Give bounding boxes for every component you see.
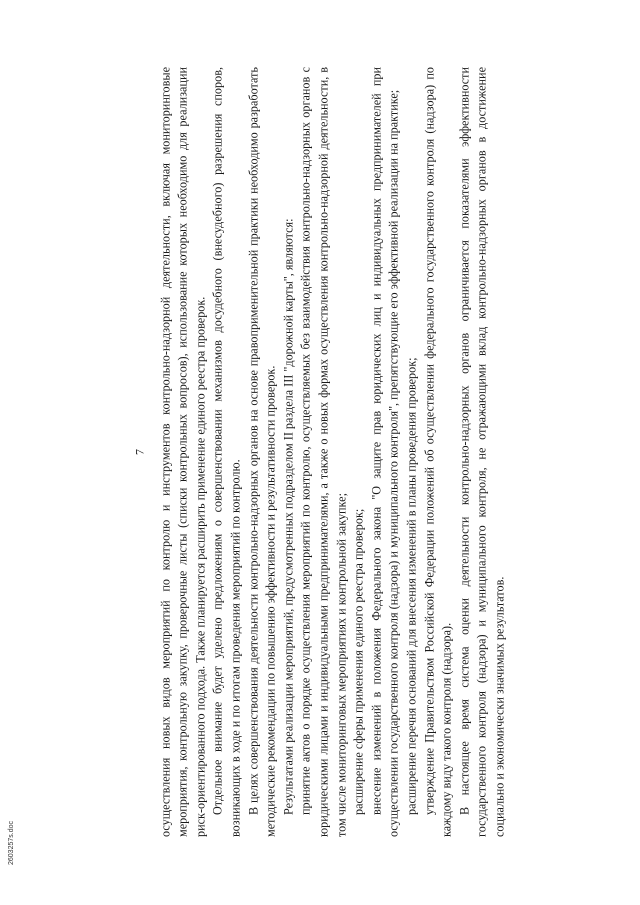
paragraph: В целях совершенствования деятельности контрольно-надзорных органов на основе правоприменительной практики необходимо разработать методические рекомендации по повышению эффективности и результативности проверок. [245, 67, 278, 837]
list-item: утверждение Правительством Российской Федерации положений об осуществлении федерального государственного контроля (надзора) по каждому виду такого контроля (надзора). [421, 67, 454, 837]
paragraph: Результатами реализации мероприятий, предусмотренных подразделом II раздела III "дорожной карты", являются: [281, 218, 296, 815]
paragraph-continuation: осуществления новых видов мероприятий по контролю и инструментов контрольно-надзорной деятельности, включая мониторинговые мероприятия, контрольную закупку, проверочные листы (списки контрольных вопросов), использование которых необходимо для реализации риск-ориентированного подхода. Также планируется расширить применение единого реестра проверок. [157, 67, 208, 837]
list-item: расширение сферы применения единого реестра проверок; [351, 508, 366, 815]
list-item: внесение изменений в положения Федерального закона "О защите прав юридических лиц и индивидуальных предпринимателей при осуществлении государственного контроля (надзора) и муниципального контроля", препятствующие его эффективной реализации на практике; [368, 67, 401, 837]
paragraph: Отдельное внимание будет уделено предложениям о совершенствовании механизмов досудебного (внесудебного) разрешения споров, возникающих в ходе и по итогам проведения мероприятий по контролю. [210, 67, 243, 837]
paragraph: В настоящее время система оценки деятельности контрольно-надзорных органов ограничивается показателями эффективности государственного контроля (надзора) и муниципального контроля, не отражающими вклад контрольно-надзорных органов в достижение социально и экономически значимых результатов. [456, 67, 507, 837]
list-item: принятие актов о порядке осуществления мероприятий по контролю, осуществляемых без взаимодействия контрольно-надзорных органов с юридическими лицами и индивидуальными предпринимателями, а также о новых формах осуществления контрольно-надзорной деятельности, в том числе мониторинговых мероприятиях и контрольной закупке; [298, 67, 348, 837]
document-file-code: 2603257s.doc [8, 821, 15, 865]
list-item: расширение перечня оснований для внесения изменений в планы проведения проверок; [404, 357, 419, 815]
page-number: 7 [132, 449, 147, 455]
rotated-page-content [131, 67, 508, 837]
